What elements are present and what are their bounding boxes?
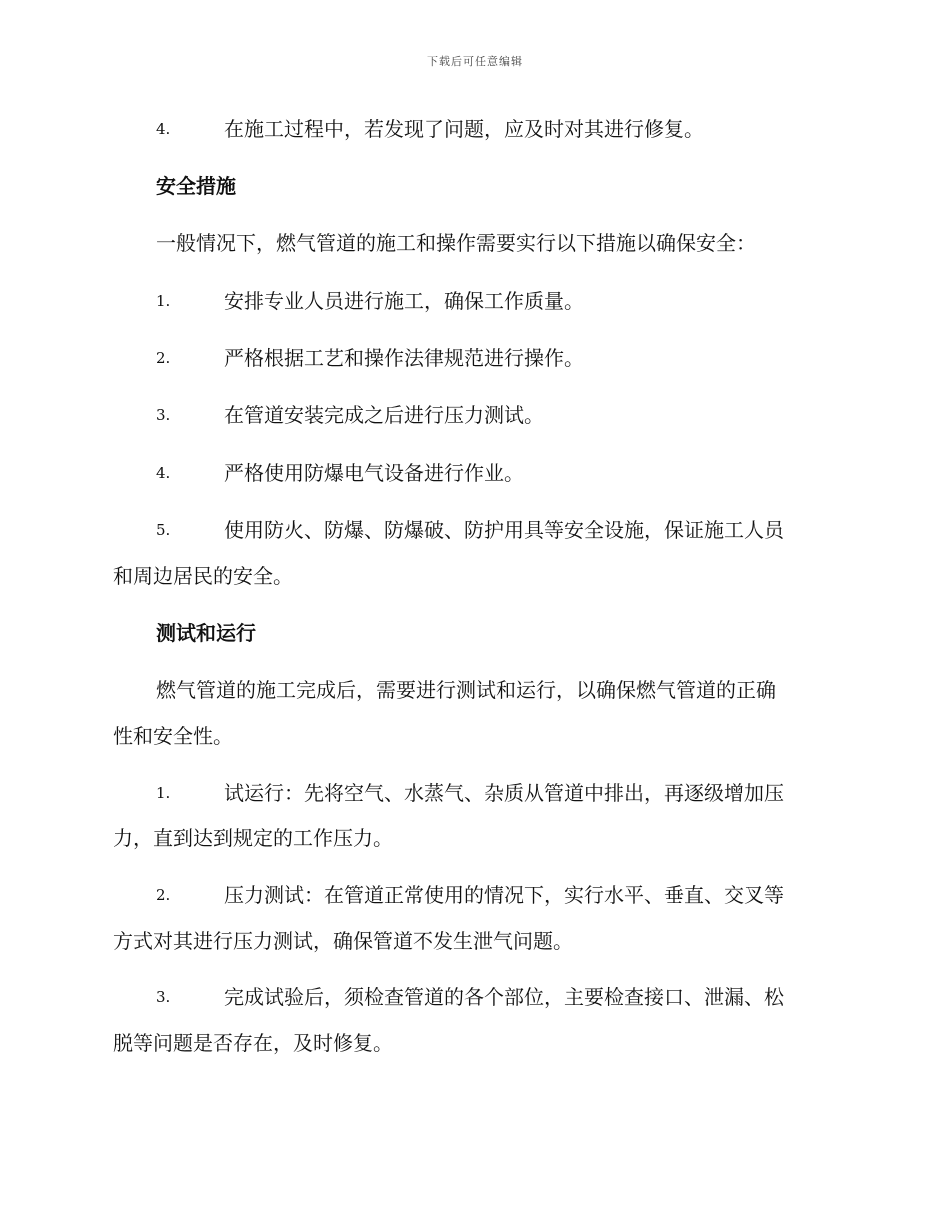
list-item-continuation: 和周边居民的安全。 [113, 564, 293, 588]
list-item-text: 严格使用防爆电气设备进行作业。 [224, 461, 524, 485]
list-item-continuation: 方式对其进行压力测试，确保管道不发生泄气问题。 [113, 929, 573, 953]
testing-intro-paragraph: 燃气管道的施工完成后，需要进行测试和运行，以确保燃气管道的正确 [156, 678, 776, 702]
list-item-number: 1. [156, 292, 171, 310]
list-item-number: 4. [156, 464, 171, 482]
list-item-number: 3. [156, 988, 171, 1006]
list-item-text: 安排专业人员进行施工，确保工作质量。 [224, 289, 584, 313]
list-item-text: 试运行：先将空气、水蒸气、杂质从管道中排出，再逐级增加压 [224, 781, 784, 805]
list-item-text: 压力测试：在管道正常使用的情况下，实行水平、垂直、交叉等 [224, 883, 784, 907]
list-item-text: 严格根据工艺和操作法律规范进行操作。 [224, 346, 584, 370]
safety-intro-paragraph: 一般情况下，燃气管道的施工和操作需要实行以下措施以确保安全： [156, 231, 756, 255]
list-item-number: 3. [156, 406, 171, 424]
page-header-note: 下载后可任意编辑 [427, 55, 523, 68]
list-item-text: 使用防火、防爆、防爆破、防护用具等安全设施，保证施工人员 [224, 518, 784, 542]
list-item-number: 5. [156, 521, 171, 539]
list-item-number: 2. [156, 886, 171, 904]
list-item-continuation: 力，直到达到规定的工作压力。 [113, 826, 393, 850]
list-item-text: 在管道安装完成之后进行压力测试。 [224, 403, 544, 427]
list-item-text: 在施工过程中，若发现了问题，应及时对其进行修复。 [224, 117, 704, 141]
list-item-text: 完成试验后，须检查管道的各个部位，主要检查接口、泄漏、松 [224, 985, 784, 1009]
testing-intro-continuation: 性和安全性。 [113, 724, 233, 748]
list-item-number: 2. [156, 349, 171, 367]
list-item-continuation: 脱等问题是否存在，及时修复。 [113, 1031, 393, 1055]
list-item-number: 1. [156, 784, 171, 802]
list-item-number: 4. [156, 120, 171, 138]
section-heading-safety: 安全措施 [156, 174, 236, 198]
section-heading-testing: 测试和运行 [156, 621, 256, 645]
